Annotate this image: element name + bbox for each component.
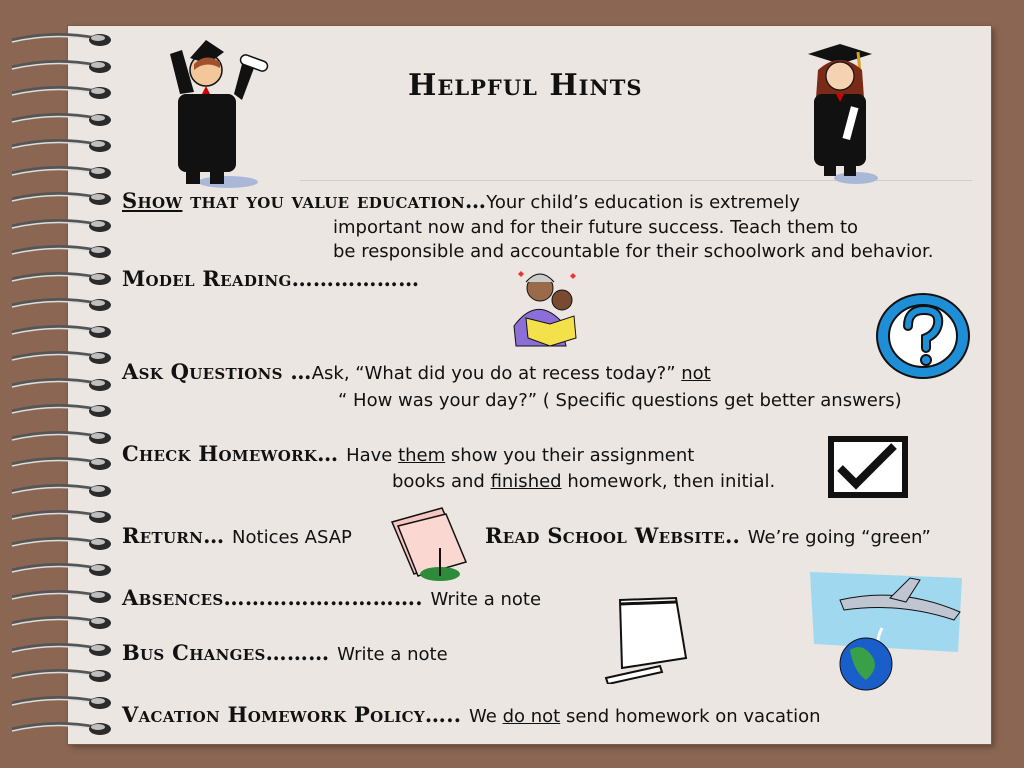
page-title: Helpful Hints [408,68,643,103]
spiral-ring-icon [4,108,112,130]
value-education-text-3: be responsible and accountable for their schoolwork and behavior. [333,241,934,262]
spiral-ring-icon [4,134,112,156]
checkmark-box-icon [826,434,910,500]
spiral-ring-icon [4,558,112,580]
spiral-ring-icon [4,532,112,554]
value-education-text-2: important now and for their future success. Teach them to [333,217,859,238]
vacation-do-not: do not [502,706,561,727]
check-homework-heading: Check Homework… [122,441,347,466]
spiral-ring-icon [4,161,112,183]
spiral-ring-icon [4,717,112,739]
spiral-ring-icon [4,426,112,448]
spiral-ring-icon [4,638,112,660]
spiral-ring-icon [4,320,112,342]
bus-changes-text: Write a note [337,644,448,665]
airplane-globe-icon [810,572,966,694]
spiral-ring-icon [4,346,112,368]
spiral-ring-icon [4,664,112,686]
reading-family-icon [506,266,592,352]
model-reading-heading: Model Reading……………… [122,266,420,291]
papers-icon [384,502,474,584]
return-heading: Return… [122,523,233,548]
website-row [485,523,931,548]
website-text: We’re going “green” [747,527,931,548]
value-education-heading: that you value education… [182,188,487,213]
spiral-ring-icon [4,55,112,77]
spiral-ring-icon [4,240,112,262]
absences-heading: Absences………………………. [122,585,431,610]
model-reading-row [122,266,419,291]
check-homework-line-2 [392,471,775,492]
spiral-ring-icon [4,691,112,713]
return-row [122,523,352,548]
spiral-ring-icon [4,28,112,50]
spiral-ring-icon [4,187,112,209]
bus-changes-heading: Bus Changes……… [122,640,338,665]
spiral-ring-icon [4,585,112,607]
spiral-ring-icon [4,611,112,633]
check-homework-text-1b: show you their assignment [445,445,695,466]
value-education-row [122,188,800,213]
value-education-text-1: Your child’s education is extremely [486,192,800,213]
vacation-text-2: send homework on vacation [560,706,821,727]
ask-questions-text-2: “ How was your day?” ( Specific questions get better answers) [338,390,902,411]
value-education-heading-underlined: Show [122,188,183,213]
check-homework-finished: finished [490,471,562,492]
notepad-pencil-icon [604,596,690,684]
spiral-ring-icon [4,373,112,395]
check-homework-text-2b: homework, then initial. [561,471,776,492]
check-homework-them: them [398,445,446,466]
spiral-ring-icon [4,81,112,103]
check-homework-text-2a: books and [392,471,491,492]
vacation-row [122,702,821,727]
graduate-girl-icon [798,40,882,188]
website-heading: Read School Website.. [485,523,748,548]
ask-questions-row [122,359,711,384]
spiral-ring-icon [4,293,112,315]
bus-changes-row [122,640,448,665]
absences-row [122,585,541,610]
spiral-ring-icon [4,505,112,527]
absences-text: Write a note [430,589,542,610]
spiral-ring-icon [4,267,112,289]
ask-questions-not: not [681,363,711,384]
spiral-ring-icon [4,452,112,474]
return-text: Notices ASAP [232,527,352,548]
spiral-ring-icon [4,479,112,501]
check-homework-text-1a: Have [346,445,399,466]
ask-questions-text-1: Ask, “What did you do at recess today?” [311,363,682,384]
graduate-boy-icon [150,34,270,190]
check-homework-row [122,441,694,466]
question-mark-icon [872,290,974,382]
spiral-ring-icon [4,214,112,236]
spiral-ring-icon [4,399,112,421]
vacation-heading: Vacation Homework Policy….. [122,702,470,727]
vacation-text-1: We [469,706,503,727]
ask-questions-heading: Ask Questions … [122,359,312,384]
